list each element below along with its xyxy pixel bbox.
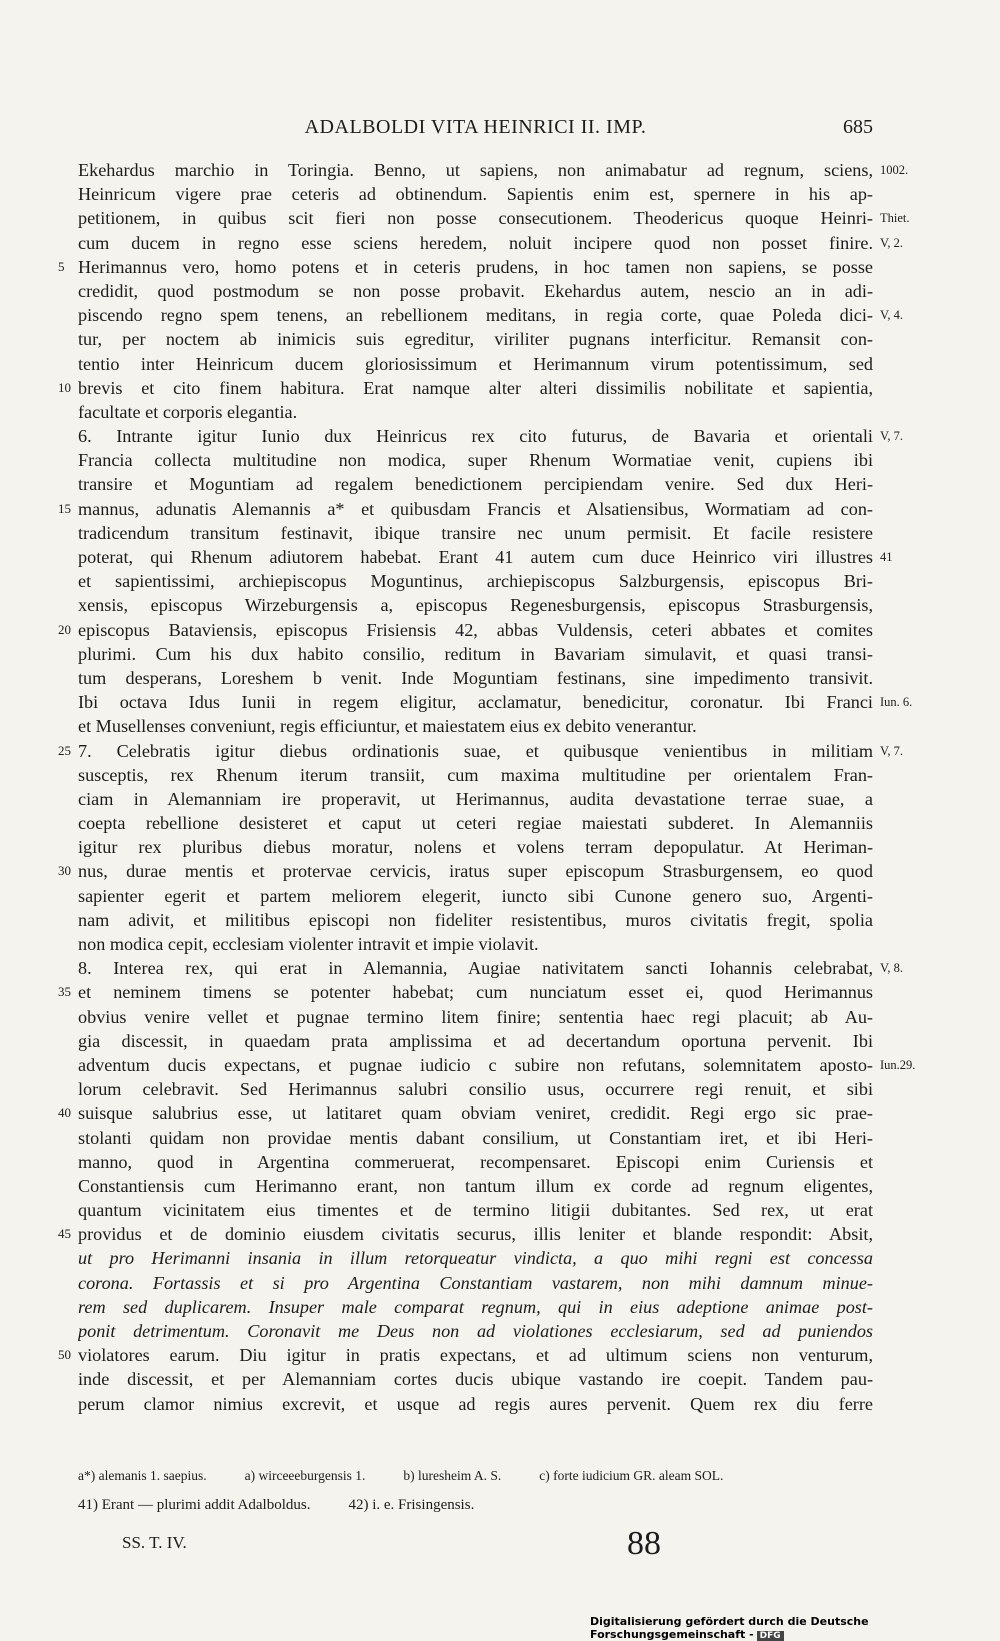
- line-text: ponit detrimentum. Coronavit me Deus non ad violationes ecclesiarum, sed ad puniendos: [78, 1321, 873, 1341]
- line-text: sapienter egerit et partem meliorem elegerit, iuncto sibi Cunone genero suo, Argenti-: [78, 885, 873, 906]
- footnote: 41) Erant — plurimi addit Adalboldus.: [78, 1497, 311, 1513]
- footnotes-variants: [78, 1468, 878, 1484]
- text-line: [0, 1367, 1000, 1391]
- text-line: [0, 835, 1000, 859]
- line-text: ciam in Alemanniam ire properavit, ut Herimannus, audita devastatione terrae suae, a: [78, 788, 873, 809]
- line-text: providus et de dominio eiusdem civitatis securus, illis leniter et blande respondit: Absit,: [78, 1224, 873, 1245]
- margin-note: Iun. 6.: [880, 695, 913, 710]
- text-line: [0, 231, 1000, 255]
- text-line: [0, 497, 1000, 521]
- text-line: [0, 352, 1000, 376]
- sheet-signature: 88: [627, 1525, 661, 1562]
- dfg-logo: DFG: [757, 1631, 784, 1641]
- main-text: [0, 158, 1000, 1416]
- text-line: [0, 1392, 1000, 1416]
- text-line: [0, 424, 1000, 448]
- line-text: plurimi. Cum his dux habito consilio, reditum in Bavariam simulavit, et quasi transi-: [78, 643, 873, 664]
- line-number: 20: [58, 621, 71, 637]
- line-number: 50: [58, 1347, 71, 1363]
- line-text: tradicendum transitum festinavit, ibique transire nec unum permisit. Et facile resistere: [78, 522, 873, 543]
- text-line: [0, 182, 1000, 206]
- margin-note: Iun.29.: [880, 1057, 916, 1072]
- text-line: [0, 1150, 1000, 1174]
- line-text: Constantiensis cum Herimanno erant, non tantum illum ex corde ad regnum eligentes,: [78, 1175, 873, 1196]
- text-line: [0, 545, 1000, 569]
- line-text: perum clamor nimius excrevit, et usque ad regis aures pervenit. Quem rex diu ferre: [78, 1393, 873, 1414]
- line-text: 8. Interea rex, qui erat in Alemannia, Augiae nativitatem sancti Iohannis celebrabat,: [78, 958, 873, 979]
- line-number: 35: [58, 984, 71, 1000]
- text-line: [0, 521, 1000, 545]
- page-number: 685: [843, 116, 873, 138]
- line-number: 40: [58, 1105, 71, 1121]
- text-line: [0, 1077, 1000, 1101]
- text-line: [0, 1029, 1000, 1053]
- line-text: Heinricum vigere prae ceteris ad obtinendum. Sapientis enim est, spernere in his ap-: [78, 184, 873, 205]
- text-line: [0, 1053, 1000, 1077]
- line-text: Herimannus vero, homo potens et in ceteris prudens, in hoc tamen non sapiens, se posse: [78, 256, 873, 277]
- line-text: 6. Intrante igitur Iunio dux Heinricus rex cito futurus, de Bavaria et orientali: [78, 426, 873, 447]
- running-header: [78, 116, 873, 146]
- line-text: non modica cepit, ecclesiam violenter intravit et impie violavit.: [78, 934, 539, 954]
- line-text: corona. Fortassis et si pro Argentina Constantiam vastarem, non mihi damnum minue-: [78, 1272, 873, 1293]
- text-line: [0, 1222, 1000, 1246]
- text-line: [0, 618, 1000, 642]
- line-text: lorum celebravit. Sed Herimannus salubri consilio usus, occurrere regi renuit, et sibi: [78, 1079, 873, 1100]
- footnote: a*) alemanis 1. saepius.: [78, 1468, 207, 1483]
- text-line: [0, 642, 1000, 666]
- margin-note: V, 7.: [880, 743, 904, 758]
- text-line: [0, 1295, 1000, 1319]
- digitization-footer: [590, 1615, 1000, 1641]
- text-line: [0, 1126, 1000, 1150]
- text-line: [0, 158, 1000, 182]
- line-text: transire et Moguntiam ad regalem benedictionem percipiendam venire. Sed dux Heri-: [78, 474, 873, 495]
- text-line: [0, 932, 1000, 956]
- text-line: [0, 1005, 1000, 1029]
- text-line: [0, 279, 1000, 303]
- line-text: et sapientissimi, archiepiscopus Moguntinus, archiepiscopus Salzburgensis, episcopus Bri-: [78, 571, 873, 592]
- line-text: brevis et cito finem habitura. Erat namque alter alteri dissimilis nobilitate et sapientia,: [78, 377, 873, 398]
- text-line: [0, 1343, 1000, 1367]
- text-line: [0, 1101, 1000, 1125]
- line-text: 7. Celebratis igitur diebus ordinationis suae, et quibusque venientibus in militiam: [78, 740, 873, 761]
- line-text: igitur rex pluribus diebus moratur, nolens et volens terram depopulatur. At Heriman-: [78, 837, 873, 858]
- text-line: [0, 472, 1000, 496]
- text-line: [0, 303, 1000, 327]
- digitization-note: Digitalisierung gefördert durch die Deutsche Forschungsgemeinschaft -: [590, 1615, 869, 1641]
- series-signature: SS. T. IV.: [122, 1533, 187, 1552]
- line-text: coepta rebellione desisteret et caput ut ceteri regiae maiestati subderet. In Alemanniis: [78, 813, 873, 834]
- margin-note: Thiet.: [880, 211, 910, 226]
- text-line: [0, 593, 1000, 617]
- line-text: xensis, episcopus Wirzeburgensis a, episcopus Regenesburgensis, episcopus Strasburgensis,: [78, 595, 873, 616]
- text-line: [0, 400, 1000, 424]
- line-text: suisque salubrius esse, ut latitaret quam obviam veniret, credidit. Regi ergo sic prae-: [78, 1103, 873, 1124]
- line-number: 5: [58, 258, 65, 274]
- line-text: obvius venire vellet et pugnae termino litem finire; sententia haec regi placuit; ab Au-: [78, 1006, 873, 1027]
- text-line: [0, 859, 1000, 883]
- margin-note: 41: [880, 550, 893, 564]
- line-text: stolanti quidam non providae mentis dabant consilium, ut Constantiam iret, et ibi Heri-: [78, 1127, 873, 1148]
- line-text: mannus, adunatis Alemannis a* et quibusdam Francis et Alsatiensibus, Wormatiam ad con-: [78, 498, 873, 519]
- text-line: [0, 1271, 1000, 1295]
- line-text: tur, per noctem ab inimicis suis egreditur, viriliter pugnans interficitur. Remansit con-: [78, 329, 873, 350]
- signature-row: [122, 1525, 722, 1565]
- line-text: susceptis, rex Rhenum iterum transiit, cum maxima multitudine per orientalem Fran-: [78, 764, 873, 785]
- text-line: [0, 448, 1000, 472]
- text-line: [0, 787, 1000, 811]
- text-line: [0, 690, 1000, 714]
- line-text: credidit, quod postmodum se non posse probavit. Ekehardus autem, nescio an in adi-: [78, 280, 873, 301]
- text-line: [0, 1174, 1000, 1198]
- line-text: Ekehardus marchio in Toringia. Benno, ut sapiens, non animabatur ad regnum, sciens,: [78, 160, 873, 180]
- text-line: [0, 327, 1000, 351]
- text-line: [0, 956, 1000, 980]
- running-title: ADALBOLDI VITA HEINRICI II. IMP.: [304, 116, 647, 138]
- line-text: gia discessit, in quaedam prata amplissima et ad decertandum oportuna pervenit. Ibi: [78, 1030, 873, 1051]
- line-text: Francia collecta multitudine non modica, super Rhenum Wormatiae venit, cupiens ibi: [78, 450, 873, 471]
- text-line: [0, 763, 1000, 787]
- margin-note: 1002.: [880, 163, 909, 177]
- text-line: [0, 206, 1000, 230]
- line-text: piscendo regno spem tenens, an rebellionem meditans, in regia corte, quae Poleda dici-: [78, 305, 873, 326]
- text-line: [0, 569, 1000, 593]
- line-text: adventum ducis expectans, et pugnae iudicio c subire non refutans, solemnitatem aposto-: [78, 1054, 873, 1075]
- line-text: nam adivit, et militibus episcopi non fideliter resistentibus, muros civitatis fregit, spolia: [78, 909, 873, 930]
- line-text: et neminem timens se potenter habebat; cum nunciatum esset ei, quod Herimannus: [78, 982, 873, 1003]
- text-line: [0, 1198, 1000, 1222]
- line-number: 15: [58, 500, 71, 516]
- line-text: ut pro Herimanni insania in illum retorqueatur vindicta, a quo mihi regni est concessa: [78, 1248, 873, 1269]
- line-text: cum ducem in regno esse sciens heredem, noluit incipere quod non posset finire.: [78, 232, 873, 253]
- line-text: nus, durae mentis et protervae cervicis, iratus super episcopum Strasburgensem, eo quod: [78, 861, 873, 882]
- text-line: [0, 255, 1000, 279]
- text-line: [0, 739, 1000, 763]
- footnotes-commentary: [78, 1497, 878, 1514]
- text-line: [0, 666, 1000, 690]
- line-text: inde discessit, et per Alemanniam cortes ducis ubique vastando ire coepit. Tandem pau-: [78, 1369, 873, 1390]
- text-line: [0, 376, 1000, 400]
- footnote: b) luresheim A. S.: [403, 1468, 502, 1483]
- text-line: [0, 1246, 1000, 1270]
- footnote: a) wirceeeburgensis 1.: [244, 1468, 366, 1483]
- line-text: facultate et corporis elegantia.: [78, 401, 298, 422]
- line-text: Ibi octava Idus Iunii in regem eligitur, acclamatur, benedicitur, coronatur. Ibi Franci: [78, 692, 873, 713]
- margin-note: V, 2.: [880, 235, 904, 250]
- text-line: [0, 811, 1000, 835]
- line-number: 30: [58, 863, 71, 879]
- text-line: [0, 1319, 1000, 1343]
- text-line: [0, 980, 1000, 1004]
- margin-note: V, 8.: [880, 961, 904, 976]
- line-text: poterat, qui Rhenum adiutorem habebat. Erant 41 autem cum duce Heinrico viri illustres: [78, 547, 873, 567]
- footnote: c) forte iudicium GR. aleam SOL.: [539, 1468, 724, 1483]
- line-text: manno, quod in Argentina commeruerat, recompensaret. Episcopi enim Curiensis et: [78, 1151, 873, 1172]
- line-text: violatores earum. Diu igitur in pratis expectans, et ad ultimum sciens non venturum,: [78, 1345, 873, 1366]
- line-text: rem sed duplicarem. Insuper male comparat regnum, qui in eius adeptione animae post-: [78, 1296, 873, 1317]
- line-number: 25: [58, 742, 71, 758]
- line-text: tum desperans, Loreshem b venit. Inde Moguntiam festinans, sine impedimento transivit.: [78, 667, 873, 688]
- text-line: [0, 714, 1000, 738]
- line-number: 45: [58, 1226, 71, 1242]
- margin-note: V, 7.: [880, 429, 904, 444]
- text-line: [0, 884, 1000, 908]
- line-text: tentio inter Heinricum ducem gloriosissimum et Herimannum virum potentissimum, sed: [78, 353, 873, 374]
- line-text: petitionem, in quibus scit fieri non posse consecutionem. Theodericus quoque Heinri-: [78, 208, 873, 229]
- line-number: 10: [58, 379, 71, 395]
- line-text: quantum vicinitatem eius timentes et de termino litigii dubitantes. Sed rex, ut erat: [78, 1200, 873, 1221]
- footnote: 42) i. e. Frisingensis.: [348, 1497, 475, 1513]
- line-text: episcopus Bataviensis, episcopus Frisiensis 42, abbas Vuldensis, ceteri abbates et comites: [78, 619, 873, 640]
- margin-note: V, 4.: [880, 308, 904, 323]
- text-line: [0, 908, 1000, 932]
- line-text: et Musellenses conveniunt, regis efficiuntur, et maiestatem eius ex debito venerantur.: [78, 716, 697, 737]
